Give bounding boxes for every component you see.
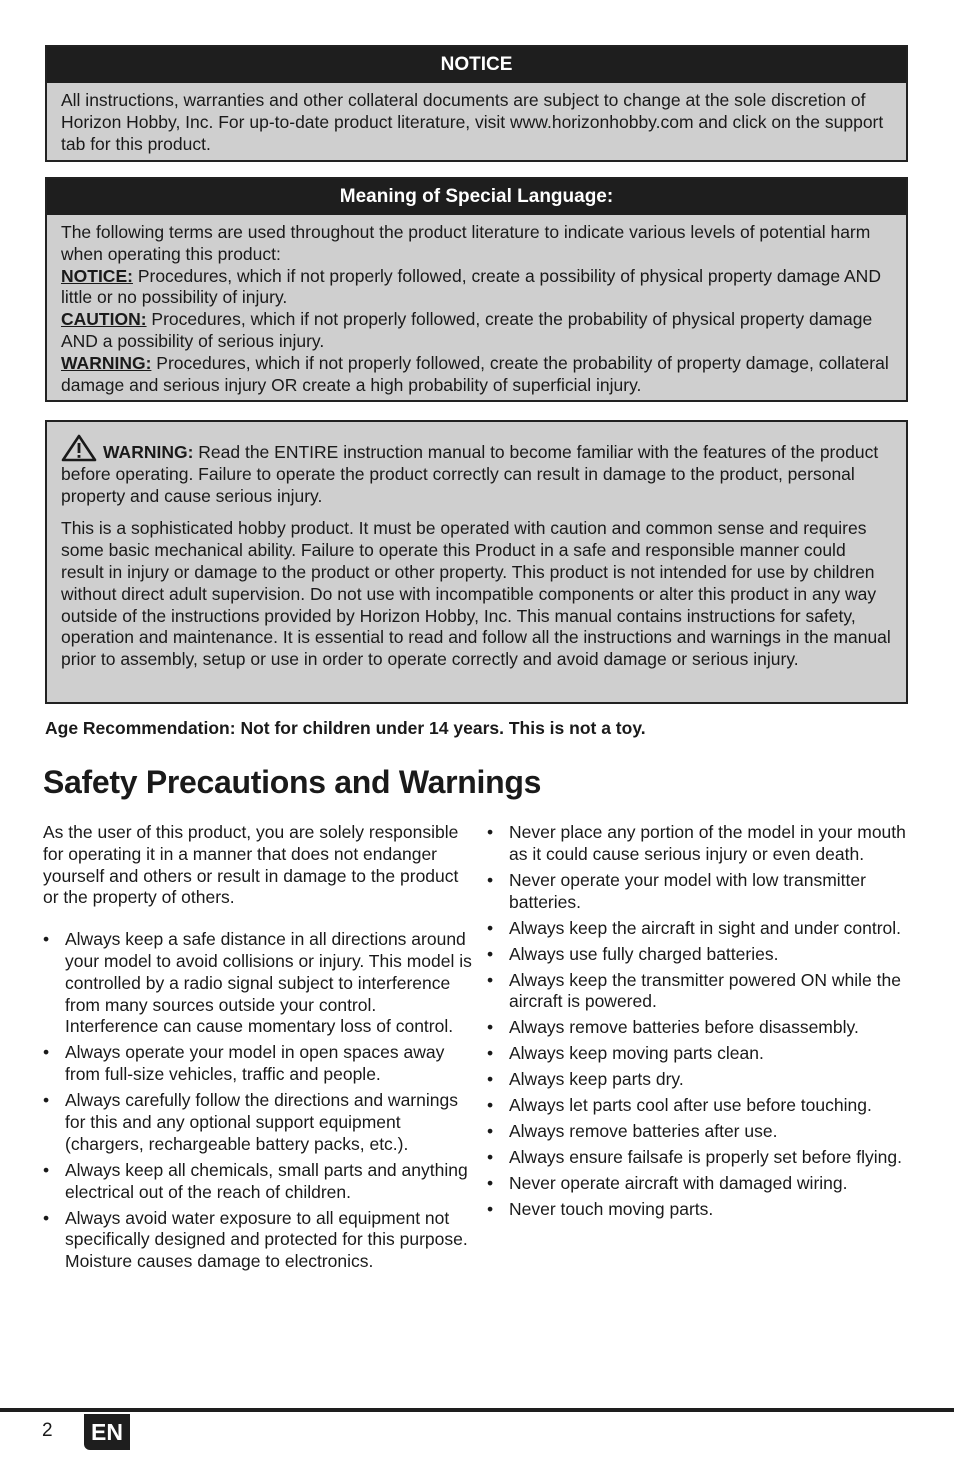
bullet-item (487, 1043, 912, 1065)
special-language-intro: The following terms are used throughout the product literature to indicate various levels of potential harm when operating this product: (61, 222, 871, 264)
bullet-marker: • (487, 1147, 494, 1168)
notice-body: All instructions, warranties and other collateral documents are subject to change at the sole discretion of Horizon Hobby, Inc. For up-to-date product literature, visit www.horizonhobby.com and click on the support tab for this product. (61, 90, 884, 154)
bullet-item (487, 918, 912, 940)
bullet-text: Always keep all chemicals, small parts and anything electrical out of the reach of children. (65, 1159, 468, 1202)
bullet-item (487, 1147, 912, 1169)
notice-box (45, 45, 908, 162)
bullet-marker: • (487, 1095, 494, 1116)
special-language-header: Meaning of Special Language: (47, 179, 906, 215)
term-label: NOTICE: (61, 265, 133, 286)
bullet-text: Never operate your model with low transmitter batteries. (509, 869, 866, 912)
bullet-item (43, 1208, 473, 1273)
bullet-item (487, 970, 912, 1014)
bullet-text: Always keep parts dry. (509, 1069, 684, 1090)
bullet-marker: • (487, 917, 494, 938)
bullet-text: Always use fully charged batteries. (509, 943, 779, 964)
right-column (487, 822, 912, 1225)
warning-paragraph-1 (61, 434, 892, 507)
right-bullet-list (487, 822, 912, 1221)
term-label: CAUTION: (61, 309, 147, 330)
bullet-marker: • (487, 943, 494, 964)
bullet-marker: • (487, 822, 494, 842)
warning-triangle-icon (61, 434, 97, 462)
warning-label: WARNING: (103, 442, 194, 462)
bullet-text: Always keep the transmitter powered ON while the aircraft is powered. (509, 969, 901, 1012)
bullet-item (43, 1090, 473, 1155)
bullet-marker: • (487, 869, 494, 890)
term-text: Procedures, which if not properly followed, create the probability of physical property damage AND a possibility of serious injury. (61, 309, 873, 351)
bullet-text: Never touch moving parts. (509, 1199, 714, 1220)
bullet-text: Always remove batteries after use. (509, 1121, 778, 1142)
intro-paragraph: As the user of this product, you are solely responsible for operating it in a manner that does not endanger yourself and others or result in damage to the product or the property of others. (43, 822, 459, 908)
left-bullet-list (43, 929, 473, 1273)
bullet-marker: • (487, 1043, 494, 1064)
warning-text: Read the ENTIRE instruction manual to become familiar with the features of the product before operating. Failure to operate the product correctly can result in damage to the product, personal property and cause serious injury. (61, 442, 879, 506)
term-caution (61, 309, 892, 353)
bullet-item (487, 1199, 912, 1221)
bullet-text: Always ensure failsafe is properly set before flying. (509, 1147, 902, 1168)
section-title: Safety Precautions and Warnings (43, 764, 542, 800)
bullet-marker: • (487, 969, 494, 990)
bullet-text: Always keep moving parts clean. (509, 1043, 764, 1064)
bullet-item (487, 1069, 912, 1091)
bullet-marker: • (43, 1159, 50, 1180)
bullet-item (487, 1173, 912, 1195)
special-language-body (47, 215, 906, 402)
bullet-marker: • (43, 1090, 50, 1111)
bullet-marker: • (487, 1121, 494, 1142)
bullet-text: Always carefully follow the directions and warnings for this and any optional support equipment (chargers, rechargeable battery packs, etc.). (65, 1090, 458, 1154)
bullet-marker: • (43, 1042, 50, 1063)
bullet-item (43, 1160, 473, 1204)
bullet-text: Never operate aircraft with damaged wiring. (509, 1173, 848, 1194)
bullet-item (487, 1017, 912, 1039)
bullet-item (43, 929, 473, 1038)
bullet-item (487, 822, 912, 866)
bullet-marker: • (487, 1173, 494, 1194)
term-label: WARNING: (61, 352, 152, 373)
bullet-text: Always keep a safe distance in all directions around your model to avoid collisions or injury. This model is controlled by a radio signal subject to interference from many sources outside your control. Interference can cause momentary loss of control. (65, 929, 472, 1037)
bullet-text: Always remove batteries before disassembly. (509, 1017, 859, 1038)
warning-body (47, 422, 906, 677)
language-badge: EN (84, 1414, 130, 1450)
bullet-marker: • (487, 1069, 494, 1090)
left-column (43, 822, 473, 1277)
age-recommendation: Age Recommendation: Not for children under 14 years. This is not a toy. (45, 718, 646, 738)
page-number: 2 (42, 1420, 53, 1441)
bullet-item (487, 1121, 912, 1143)
bullet-marker: • (487, 1017, 494, 1038)
term-text: Procedures, which if not properly followed, create the probability of property damage, collateral damage and serious injury OR create a high probability of superficial injury. (61, 352, 889, 395)
bullet-marker: • (43, 1207, 50, 1228)
bullet-text: Always keep the aircraft in sight and under control. (509, 917, 902, 938)
bullet-text: Always avoid water exposure to all equipment not specifically designed and protected for this purpose. Moisture causes damage to electronics. (65, 1207, 468, 1272)
bullet-text: Never place any portion of the model in your mouth as it could cause serious injury or even death. (509, 822, 906, 864)
notice-header: NOTICE (47, 47, 906, 83)
bullet-item (487, 944, 912, 966)
warning-paragraph-2: This is a sophisticated hobby product. It must be operated with caution and common sense and requires some basic mechanical ability. Failure to operate this Product in a safe and responsible manner could result in injury or damage to the product or other property. This product is not intended for use by children without direct adult supervision. Do not use with incompatible components or alter this product in any way outside of the instructions provided by Horizon Hobby, Inc. This manual contains instructions for safety, operation and maintenance. It is essential to read and follow all the instructions and warnings in the manual prior to assembly, setup or use in order to operate correctly and avoid damage or serious injury. (61, 518, 891, 670)
bullet-item (487, 1095, 912, 1117)
special-language-box (45, 177, 908, 402)
bullet-item (43, 1042, 473, 1086)
term-notice (61, 266, 892, 310)
warning-box (45, 420, 908, 704)
term-warning (61, 353, 892, 397)
term-text: Procedures, which if not properly followed, create a possibility of physical property damage AND little or no possibility of injury. (61, 265, 881, 308)
footer-rule (0, 1408, 954, 1412)
bullet-text: Always operate your model in open spaces away from full-size vehicles, traffic and people. (65, 1042, 445, 1085)
bullet-marker: • (487, 1199, 494, 1220)
bullet-item (487, 870, 912, 914)
bullet-marker: • (43, 929, 50, 950)
bullet-text: Always let parts cool after use before touching. (509, 1095, 872, 1116)
